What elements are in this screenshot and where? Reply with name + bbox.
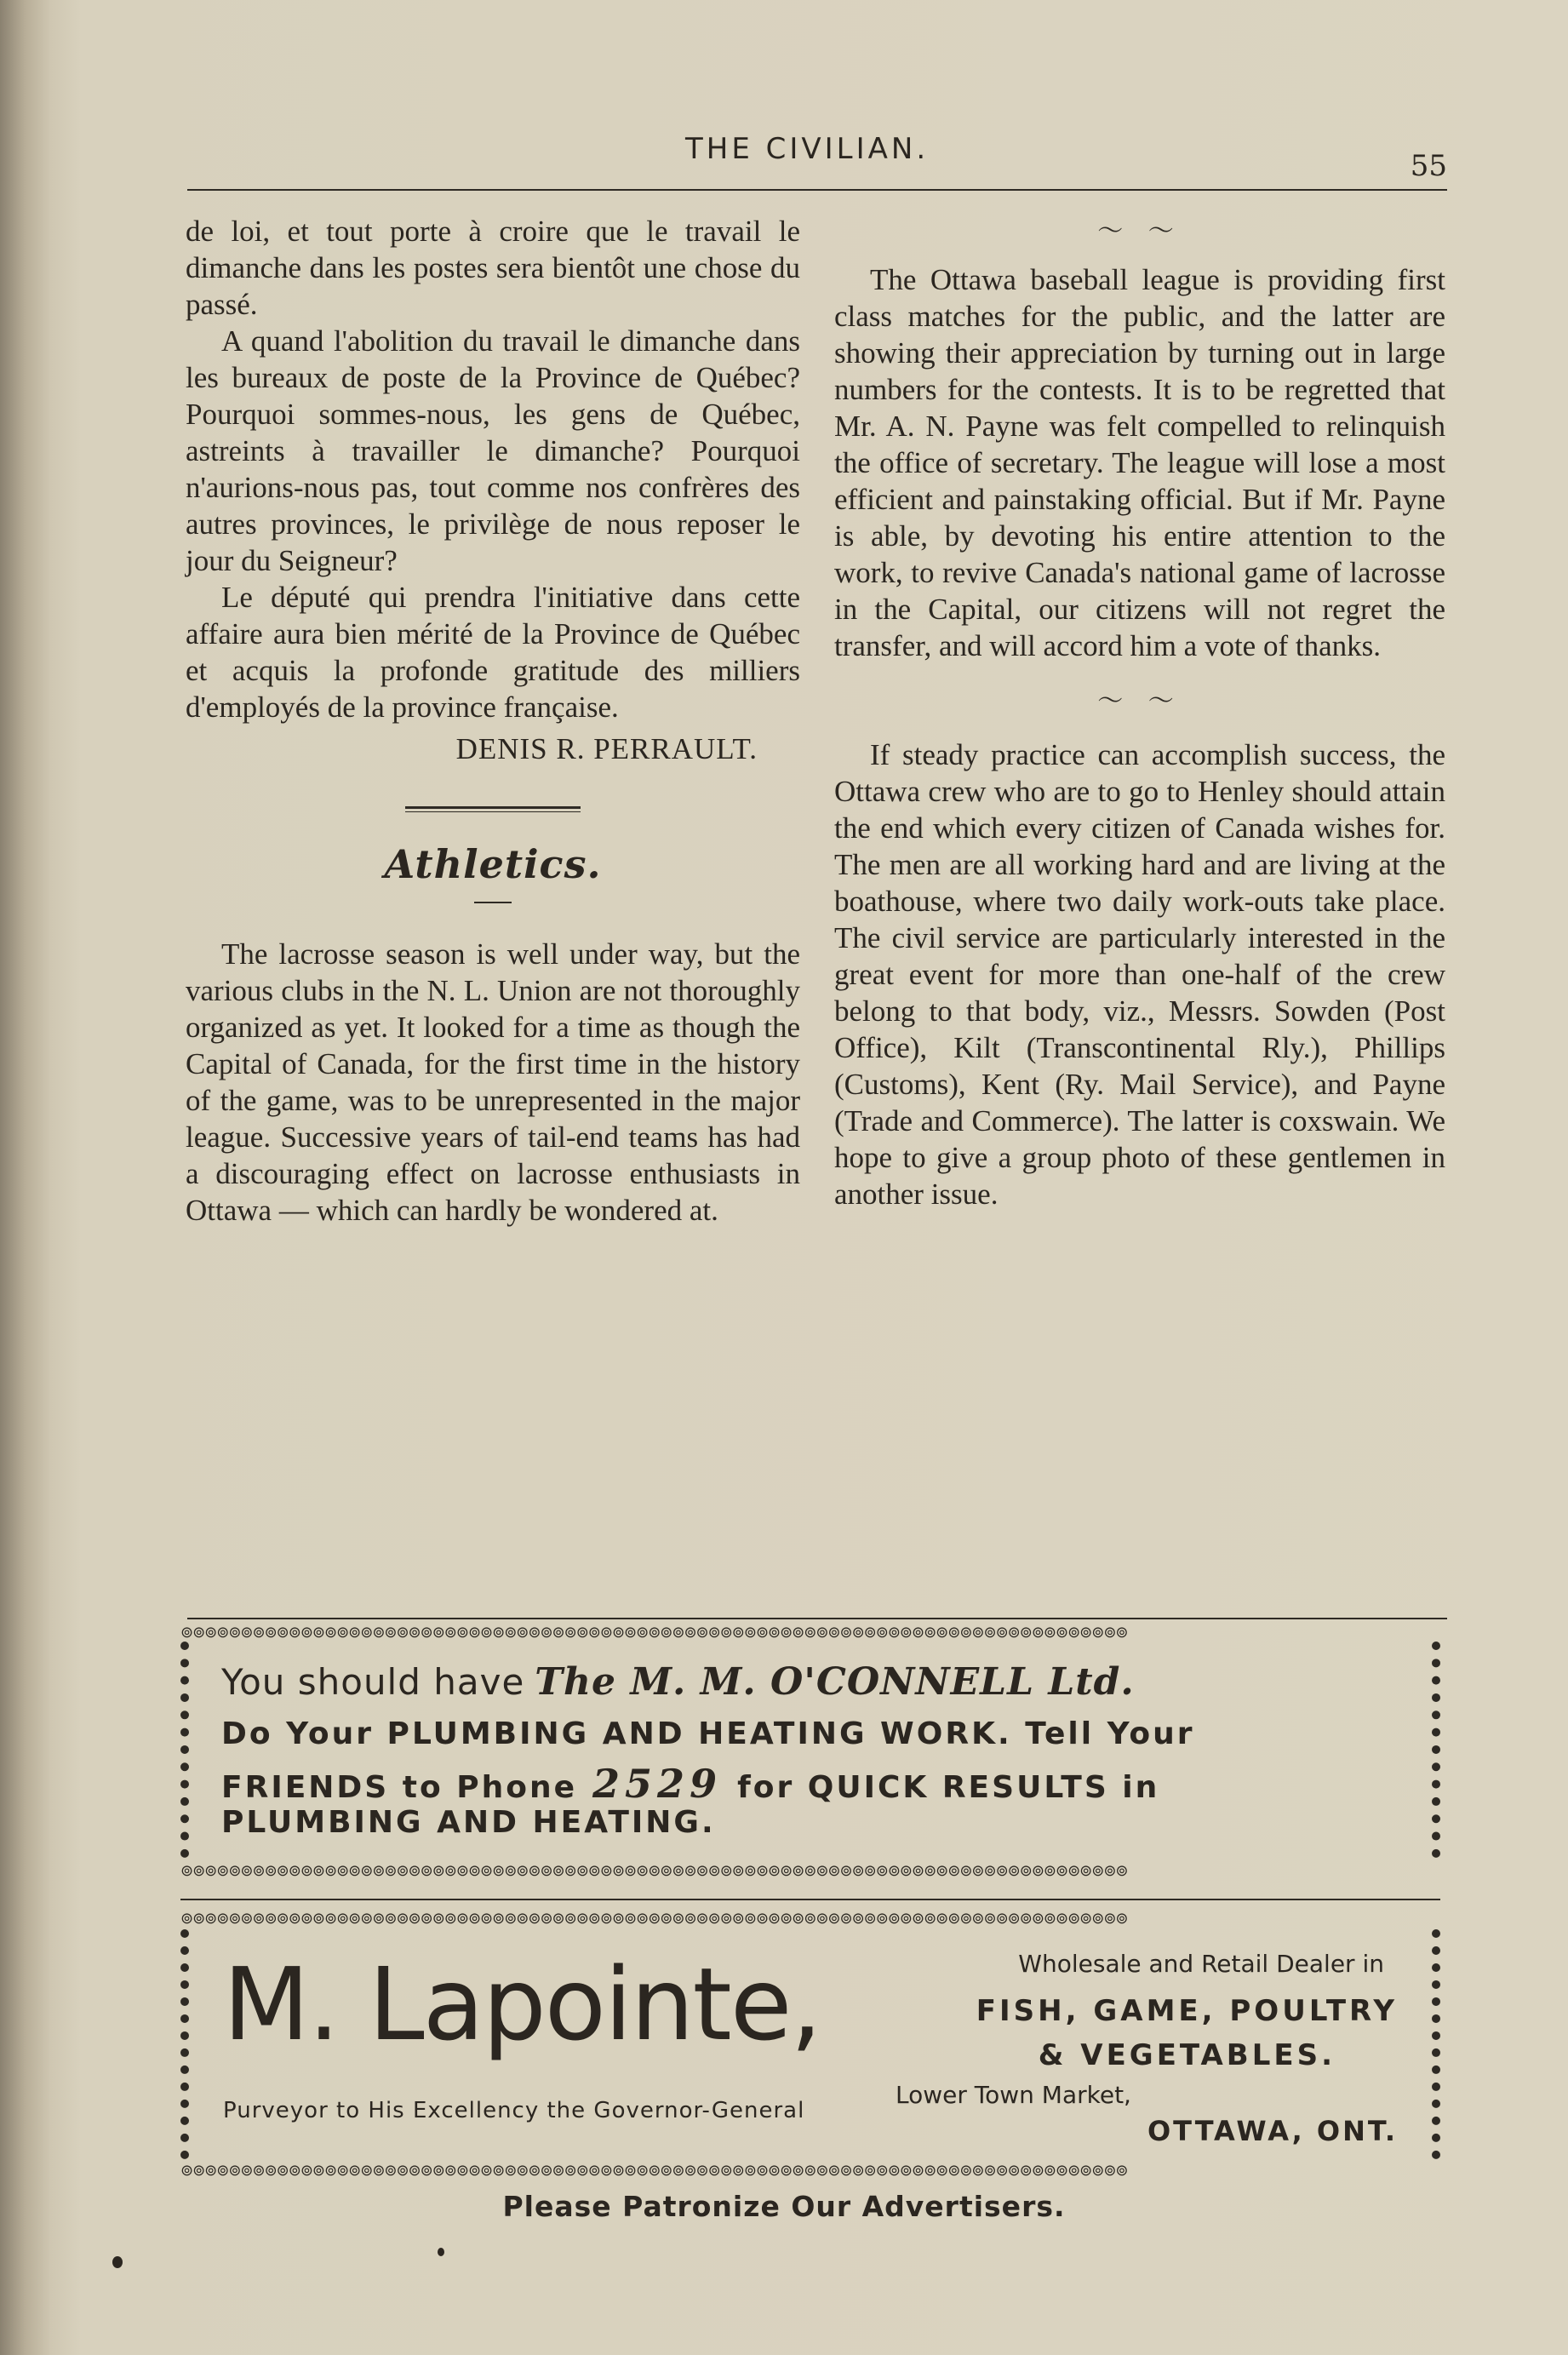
section-rule bbox=[405, 806, 581, 812]
page-header bbox=[187, 132, 1447, 183]
author-signature: DENIS R. PERRAULT. bbox=[455, 732, 758, 765]
ink-speck bbox=[438, 2248, 444, 2256]
ad-line: Do Your PLUMBING AND HEATING WORK. Tell Your bbox=[221, 1716, 1195, 1751]
advertisement-oconnell bbox=[180, 1624, 1440, 1880]
ink-speck bbox=[112, 2256, 123, 2268]
purveyor-line: Purveyor to His Excellency the Governor-General bbox=[223, 2098, 805, 2123]
wave-ornament: 〜 〜 bbox=[1097, 216, 1182, 246]
city-address: OTTAWA, ONT. bbox=[1147, 2115, 1398, 2147]
goods-line: FISH, GAME, POULTRY bbox=[976, 1994, 1398, 2028]
paragraph: If steady practice can accomplish success, the Ottawa crew who are to go to Henley should attain the end which every citizen of Canada wishes for. The men are all working hard and are living at the boathouse, where two daily work-outs take place. The civil service are particularly interested in the great event for more than one-half of the crew belong to that body, viz., Messrs. Sowden (Post Office), Kilt (Transcontinental Rly.), Phillips (Customs), Kent (Ry. Mail Service), and Payne (Trade and Commerce). The latter is coxswain. We hope to give a group photo of these gentlemen in another issue. bbox=[834, 738, 1445, 1211]
firm-name: The M. M. O'CONNELL Ltd. bbox=[535, 1660, 1135, 1704]
merchant-name: M. Lapointe, bbox=[223, 1945, 821, 2063]
running-head: THE CIVILIAN. bbox=[685, 132, 930, 166]
paragraph: Le député qui prendra l'initiative dans cette affaire aura bien mérité de la Province de Québec et acquis la profonde gratitude des milliers d'employés de la province française. bbox=[186, 581, 800, 724]
goods-list bbox=[976, 1989, 1398, 2077]
section-title: Athletics. bbox=[384, 841, 602, 887]
left-column bbox=[186, 213, 800, 1229]
paragraph: The lacrosse season is well under way, but the various clubs in the N. L. Union are not thoroughly organized as yet. It looked for a time as though the Capital of Canada, for the first time in the history of the game, was to be unrepresented in the major league. Successive years of tail-end teams has had a discouraging effect on lacrosse enthusiasts in Ottawa — which can hardly be wondered at. bbox=[186, 937, 800, 1227]
advertisement-lapointe bbox=[180, 1911, 1440, 2183]
phone-number: 2529 bbox=[592, 1761, 723, 1807]
wholesale-line: Wholesale and Retail Dealer in bbox=[1018, 1950, 1384, 1978]
market-address: Lower Town Market, bbox=[896, 2081, 1131, 2109]
ad-line: PLUMBING AND HEATING. bbox=[221, 1805, 716, 1840]
title-dash bbox=[474, 902, 512, 903]
ad-lead-line bbox=[221, 1660, 1135, 1704]
column-end-rule bbox=[187, 1618, 1447, 1619]
header-rule bbox=[187, 189, 1447, 191]
footer-note: Please Patronize Our Advertisers. bbox=[502, 2190, 1066, 2223]
right-column bbox=[834, 213, 1445, 1212]
wave-ornament: 〜 〜 bbox=[1097, 686, 1182, 716]
chain-border-top: ⊚⊚⊚⊚⊚⊚⊚⊚⊚⊚⊚⊚⊚⊚⊚⊚⊚⊚⊚⊚⊚⊚⊚⊚⊚⊚⊚⊚⊚⊚⊚⊚⊚⊚⊚⊚⊚⊚⊚⊚⊚⊚⊚⊚⊚⊚⊚⊚⊚⊚⊚⊚⊚⊚⊚⊚⊚⊚⊚⊚⊚⊚⊚⊚⊚⊚⊚⊚⊚⊚⊚⊚⊚⊚⊚⊚⊚⊚⊚ bbox=[180, 1624, 1128, 1642]
chain-border-bottom: ⊚⊚⊚⊚⊚⊚⊚⊚⊚⊚⊚⊚⊚⊚⊚⊚⊚⊚⊚⊚⊚⊚⊚⊚⊚⊚⊚⊚⊚⊚⊚⊚⊚⊚⊚⊚⊚⊚⊚⊚⊚⊚⊚⊚⊚⊚⊚⊚⊚⊚⊚⊚⊚⊚⊚⊚⊚⊚⊚⊚⊚⊚⊚⊚⊚⊚⊚⊚⊚⊚⊚⊚⊚⊚⊚⊚⊚⊚⊚ bbox=[180, 1863, 1128, 1880]
page-number: 55 bbox=[1410, 149, 1447, 183]
chain-border-bottom: ⊚⊚⊚⊚⊚⊚⊚⊚⊚⊚⊚⊚⊚⊚⊚⊚⊚⊚⊚⊚⊚⊚⊚⊚⊚⊚⊚⊚⊚⊚⊚⊚⊚⊚⊚⊚⊚⊚⊚⊚⊚⊚⊚⊚⊚⊚⊚⊚⊚⊚⊚⊚⊚⊚⊚⊚⊚⊚⊚⊚⊚⊚⊚⊚⊚⊚⊚⊚⊚⊚⊚⊚⊚⊚⊚⊚⊚⊚⊚ bbox=[180, 2163, 1128, 2180]
ad-phone-line bbox=[221, 1761, 1159, 1807]
ad-divider bbox=[180, 1899, 1440, 1900]
paragraph: A quand l'abolition du travail le dimanche dans les bureaux de poste de la Province de Québec? Pourquoi sommes-nous, les gens de Québec, astreints à travailler le dimanche? Pourquoi n'aurions-nous pas, tout comme nos confrères des autres provinces, le privilège de nous reposer le jour du Seigneur? bbox=[186, 324, 800, 577]
ad-text: for QUICK RESULTS in bbox=[737, 1770, 1160, 1805]
paragraph: The Ottawa baseball league is providing first class matches for the public, and the latter are showing their appreciation by turning out in large numbers for the contests. It is to be regretted that Mr. A. N. Payne was felt compelled to relinquish the office of secretary. The league will lose a most efficient and painstaking official. But if Mr. Payne is able, by devoting his entire attention to the work, to revive Canada's national game of lacrosse in the Capital, our citizens will not regret the transfer, and will accord him a vote of thanks. bbox=[834, 263, 1445, 662]
ad-text: FRIENDS to Phone bbox=[221, 1770, 578, 1805]
paragraph: de loi, et tout porte à croire que le travail le dimanche dans les postes sera bientôt une chose du passé. bbox=[186, 215, 800, 321]
chain-border-top: ⊚⊚⊚⊚⊚⊚⊚⊚⊚⊚⊚⊚⊚⊚⊚⊚⊚⊚⊚⊚⊚⊚⊚⊚⊚⊚⊚⊚⊚⊚⊚⊚⊚⊚⊚⊚⊚⊚⊚⊚⊚⊚⊚⊚⊚⊚⊚⊚⊚⊚⊚⊚⊚⊚⊚⊚⊚⊚⊚⊚⊚⊚⊚⊚⊚⊚⊚⊚⊚⊚⊚⊚⊚⊚⊚⊚⊚⊚⊚ bbox=[180, 1911, 1128, 1928]
ad-lead-text: You should have bbox=[221, 1661, 525, 1703]
goods-line: & VEGETABLES. bbox=[1038, 2038, 1336, 2072]
